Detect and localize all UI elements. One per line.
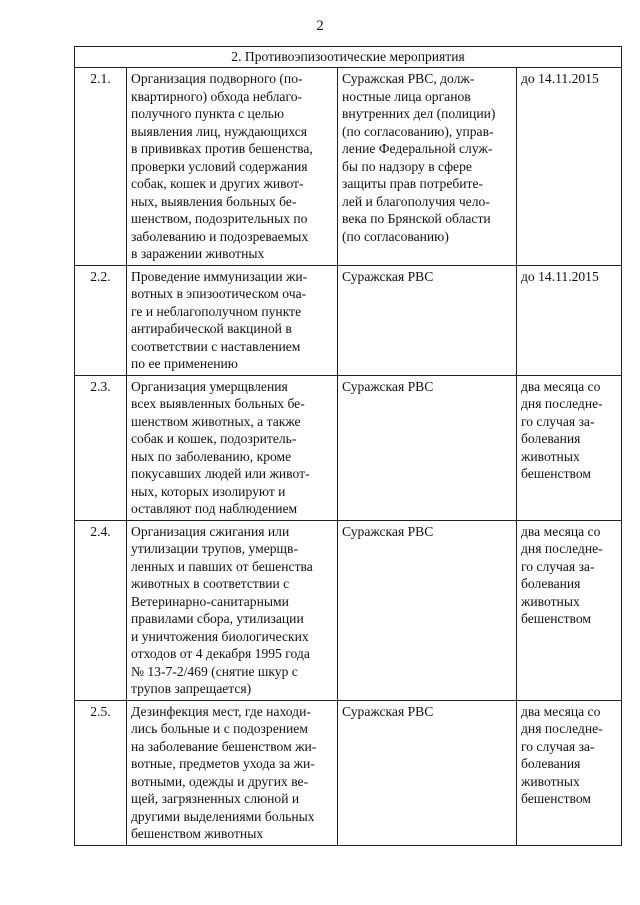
text-line: Организация умерщвления [131, 378, 288, 394]
text-line: (по согласованию) [342, 228, 449, 244]
text-line: два месяца со [521, 703, 601, 719]
text-line: выявления лиц, нуждающихся [131, 123, 308, 139]
table-row [75, 520, 622, 700]
text-line: болевания [521, 431, 581, 446]
text-line: защиты прав потребите- [342, 176, 484, 191]
text-line: вотных в эпизоотическом оча- [131, 286, 307, 301]
text-line: шенством животных, а также [131, 413, 301, 429]
text-line: собак и кошек, подозритель- [131, 431, 297, 446]
text-line: оставляют под наблюдением [131, 501, 298, 516]
text-line: покусавших людей или живот- [131, 466, 310, 481]
text-line: Суражская РВС [342, 268, 434, 284]
row-number: 2.5. [75, 700, 127, 845]
text-line: дня последне- [521, 721, 603, 736]
task-cell [127, 68, 338, 266]
text-line: проверки условий содержания [131, 158, 308, 174]
text-line: бешенством [521, 611, 591, 626]
text-line: утилизации трупов, умерщв- [131, 541, 298, 556]
text-line: бешенством животных [131, 826, 264, 841]
text-line: по ее применению [131, 356, 238, 371]
text-line: трупов запрещается) [131, 681, 252, 696]
term-cell [517, 68, 622, 266]
text-line: № 13-7-2/469 (снятие шкур с [131, 663, 298, 679]
text-line: на заболевание бешенством жи- [131, 738, 317, 754]
text-line: животных в соответствии с [131, 576, 290, 591]
text-line: животных [521, 448, 580, 464]
text-line: Дезинфекция мест, где находи- [131, 703, 311, 719]
text-line: Проведение иммунизации жи- [131, 268, 308, 284]
text-line: го случая за- [521, 558, 595, 574]
text-line: ных по заболеванию, кроме [131, 448, 292, 464]
row-number: 2.4. [75, 520, 127, 700]
text-line: дня последне- [521, 396, 603, 411]
row-number: 2.3. [75, 375, 127, 520]
text-line: заболеванию и подозреваемых [131, 228, 309, 244]
text-line: ление Федеральной служ- [342, 141, 493, 156]
text-line: бы по надзору в сфере [342, 158, 472, 174]
text-line: вотные, предметов ухода за жи- [131, 756, 315, 771]
text-line: ных, которых изолируют и [131, 483, 286, 499]
text-line: болевания [521, 576, 581, 591]
task-cell [127, 375, 338, 520]
text-line: бешенством [521, 466, 591, 481]
table-row [75, 375, 622, 520]
page-number: 2 [316, 18, 324, 34]
measures-table [74, 46, 622, 846]
text-line: ных, выявления больных бе- [131, 193, 297, 209]
executor-cell [338, 68, 517, 266]
task-cell [127, 265, 338, 375]
table-row [75, 700, 622, 845]
text-line: го случая за- [521, 738, 595, 754]
text-line: шенством, подозрительных по [131, 211, 308, 226]
text-line: Организация подворного (по- [131, 71, 303, 86]
section-title: 2. Противоэпизоотические мероприятия [75, 47, 622, 68]
text-line: ностные лица органов [342, 88, 471, 104]
text-line: болевания [521, 756, 581, 771]
text-line: века по Брянской области [342, 211, 491, 226]
text-line: бешенством [521, 791, 591, 806]
text-line: животных [521, 773, 580, 789]
table-row [75, 265, 622, 375]
task-cell [127, 520, 338, 700]
text-line: вотными, одежды и других ве- [131, 773, 309, 789]
table-body [75, 68, 622, 846]
text-line: и уничтожения биологических [131, 628, 309, 644]
executor-cell [338, 520, 517, 700]
executor-cell [338, 700, 517, 845]
text-line: го случая за- [521, 413, 595, 429]
text-line: два месяца со [521, 378, 601, 394]
text-line: животных [521, 593, 580, 609]
text-line: собак, кошек и других живот- [131, 176, 304, 191]
text-line: до 14.11.2015 [521, 268, 599, 284]
term-cell [517, 700, 622, 845]
text-line: в заражении животных [131, 246, 265, 261]
text-line: Суражская РВС [342, 703, 434, 719]
text-line: внутренних дел (полиции) [342, 106, 496, 121]
text-line: ге и неблагополучном пункте [131, 303, 302, 319]
text-line: два месяца со [521, 523, 601, 539]
text-line: отходов от 4 декабря 1995 года [131, 646, 310, 661]
text-line: квартирного) обхода неблаго- [131, 88, 303, 104]
text-line: Суражская РВС [342, 523, 434, 539]
term-cell [517, 265, 622, 375]
table-row [75, 68, 622, 266]
task-cell [127, 700, 338, 845]
text-line: соответствии с наставлением [131, 338, 301, 354]
text-line: щей, загрязненных слюной и [131, 791, 300, 806]
term-cell [517, 375, 622, 520]
text-line: лей и благополучия чело- [342, 193, 490, 209]
text-line: Организация сжигания или [131, 523, 290, 539]
text-line: правилами сбора, утилизации [131, 611, 304, 626]
executor-cell [338, 375, 517, 520]
text-line: (по согласованию), управ- [342, 123, 494, 139]
text-line: антирабической вакциной в [131, 321, 292, 336]
row-number: 2.1. [75, 68, 127, 266]
text-line: лись больные и с подозрением [131, 721, 308, 736]
text-line: получного пункта с целью [131, 106, 285, 121]
row-number: 2.2. [75, 265, 127, 375]
text-line: дня последне- [521, 541, 603, 556]
text-line: ленных и павших от бешенства [131, 558, 313, 574]
text-line: Суражская РВС, долж- [342, 71, 475, 86]
text-line: Суражская РВС [342, 378, 434, 394]
text-line: всех выявленных больных бе- [131, 396, 305, 411]
executor-cell [338, 265, 517, 375]
term-cell [517, 520, 622, 700]
text-line: в прививках против бешенства, [131, 141, 313, 156]
text-line: другими выделениями больных [131, 808, 315, 824]
text-line: до 14.11.2015 [521, 71, 599, 86]
text-line: Ветеринарно-санитарными [131, 593, 289, 609]
